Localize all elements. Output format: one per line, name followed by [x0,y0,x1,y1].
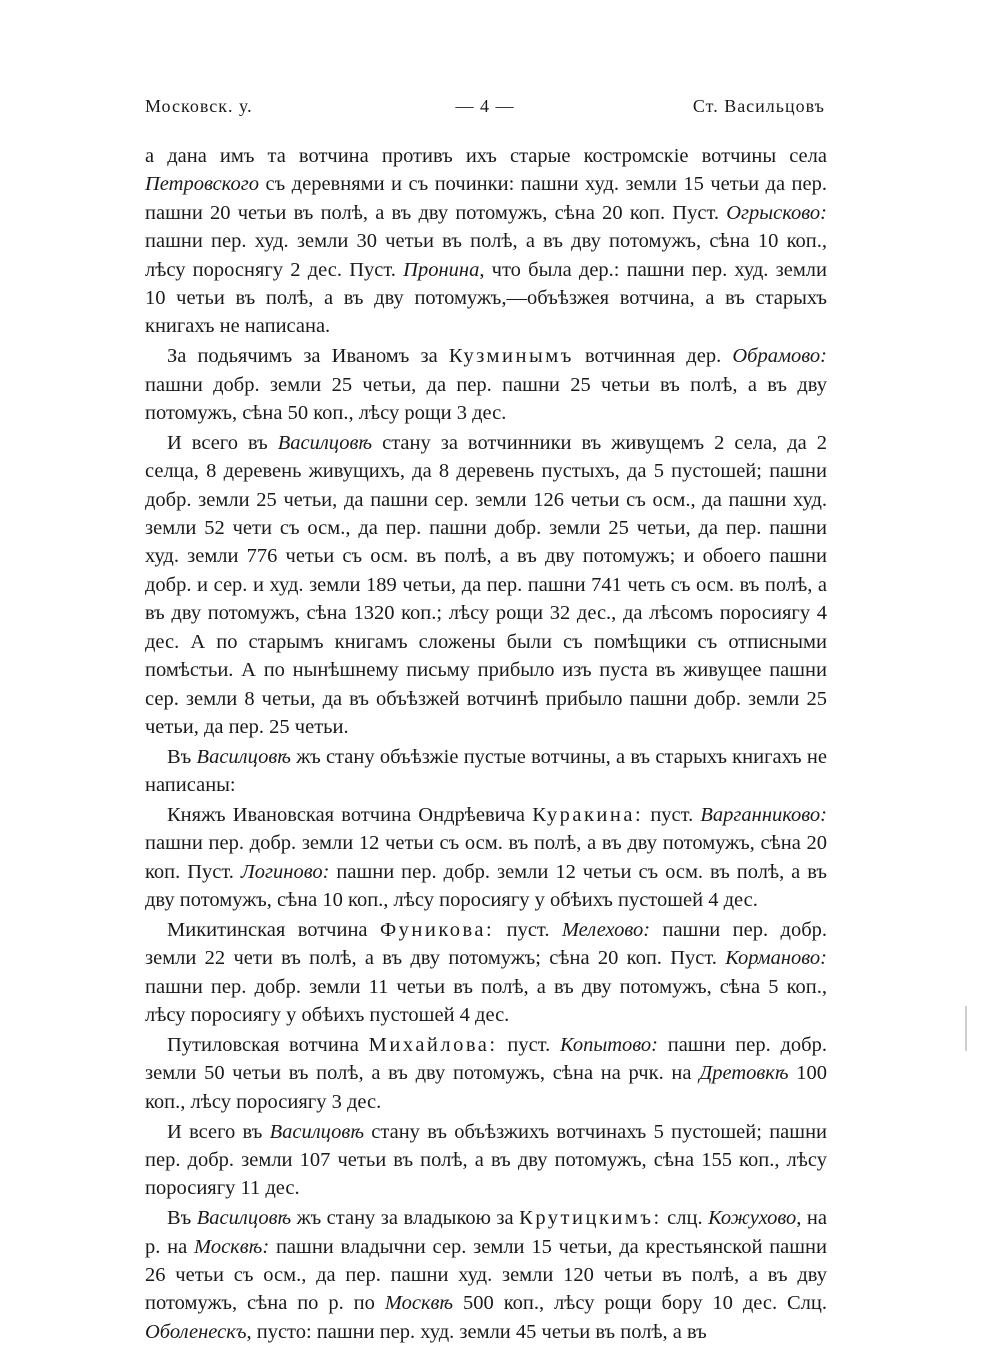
spaced-name: Кузминымъ [448,345,574,368]
text-run: 500 коп., лѣсу рощи бору 10 дес. Слц. [453,1292,828,1315]
italic-phrase: Василцовѣ [196,1207,292,1230]
text-run: , на р. на [145,1207,827,1258]
text-run: Въ [167,745,197,768]
text-run: стану за вотчинники въ живущемъ 2 села, да 2 селца, 8 деревень живущихъ, да 8 деревень пустыхъ, да 5 пустошей; пашни добр. земли 25 четьи, да пашни сер. земли 126 четьи съ осм., да пашни худ. земли 52 чети съ осм., да пер. пашни добр. земли 25 четьи, да пер. пашни худ. земли 776 четьи съ осм. въ полѣ, а въ дву потомужъ; и обоего пашни добр. и сер. и худ. земли 189 четьи, да пер. пашни 741 четь съ осм. въ полѣ, а въ дву потомужъ, сѣна 1320 коп.; лѣсу рощи 32 дес., да лѣсомъ поросиягу 4 дес. А по старымъ книгамъ сложены были съ помѣщики съ отписными помѣстьи. А по нынѣшнему письму прибыло изъ пуста въ живущее пашни сер. земли 8 четьи, да въ объѣзжей вотчинѣ прибыло пашни добр. земли 25 четьи, да пер. 25 четьи. [145,431,827,738]
text-run: пашни пер. добр. земли 22 чети въ полѣ, а въ дву потомужъ; сѣна 20 коп. Пуст. [145,918,827,970]
text-run: Путиловская вотчина [167,1033,369,1056]
text-run: пуст. [497,1033,560,1056]
italic-phrase: Василцовѣ [269,1120,364,1143]
text-run: съ деревнями и съ починки: пашни худ. земли 15 четьи да пер. пашни 20 четьи въ полѣ, а въ дву потомужъ, сѣна 20 коп. Пуст. [145,173,827,224]
italic-phrase: Дретовкѣ [699,1062,789,1085]
italic-phrase: Варганниково: [700,803,827,826]
body-text [145,142,827,1348]
header-stan: Ст. Васильцовъ [692,96,825,116]
italic-phrase: Москвѣ: [194,1235,270,1258]
paragraph [145,1118,827,1203]
italic-phrase: Оболенескъ [145,1320,247,1343]
paragraph [145,743,827,800]
text-run: И всего въ [167,1120,270,1143]
text-run: Въ [167,1207,197,1230]
spaced-name: Куракина: [532,803,644,826]
text-run: стану въ объѣзжихъ вотчинахъ 5 пустошей; пашни пер. добр. земли 107 четьи въ полѣ, а въ дву потомужъ, сѣна 155 коп., лѣсу поросиягу 11 дес. [145,1120,828,1200]
text-run: пашни пер. худ. земли 30 четьи въ полѣ, а въ дву потомужъ, сѣна 10 коп., лѣсу пороснягу 2 дес. Пуст. [145,230,827,281]
italic-phrase: Кожухово [708,1207,797,1230]
text-run: вотчинная дер. [573,345,733,368]
italic-phrase: Обрамово: [732,345,828,368]
paragraph [145,429,827,741]
text-run: жъ стану объѣзжіе пустые вотчины, а въ старыхъ книгахъ не написаны: [145,745,827,797]
text-run: , пусто: пашни пер. худ. земли 45 четьи въ полѣ, а въ [246,1320,707,1343]
text-run: жъ стану за владыкою за [291,1207,520,1230]
paragraph [145,916,827,1030]
text-run: пашни пер. добр. земли 11 четьи въ полѣ, а въ дву потомужъ, сѣна 5 коп., лѣсу поросиягу у обѣихъ пустошей 4 дес. [145,975,827,1027]
italic-phrase: Копытово: [559,1033,658,1056]
italic-phrase: Корманово: [725,947,827,970]
italic-phrase: Логиново: [240,860,330,883]
italic-phrase: Огрысково: [726,201,827,224]
text-run: пашни пер. добр. земли 50 четьи въ полѣ, а въ дву потомужъ, сѣна на рчк. на [145,1033,827,1085]
italic-phrase: Василцовѣ [196,745,291,768]
spaced-name: Михайлова: [368,1033,498,1056]
page-header [145,96,825,126]
spaced-name: Крутицкимъ: [519,1207,662,1230]
header-district: Московск. у. [145,96,253,116]
text-run: пуст. [643,803,701,826]
paragraph [145,1204,827,1346]
text-run: Княжъ Ивановская вотчина Ондрѣевича [167,803,533,826]
paragraph [145,342,827,427]
text-run: За подьячимъ за Иваномъ за [167,345,449,368]
italic-phrase: Петровского [145,173,259,196]
margin-mark [965,1006,967,1051]
text-run: пашни пер. добр. земли 12 четьи съ осм. въ полѣ, а въ дву потомужъ, сѣна 10 коп., лѣсу поросиягу у обѣихъ пустошей 4 дес. [145,860,827,912]
text-run: пашни владычни сер. земли 15 четьи, да крестьянской пашни 26 четьи съ осм., да пер. пашни худ. земли 120 четьи въ полѣ, а въ дву потомужъ, сѣна по р. по [145,1235,828,1315]
spaced-name: Фуникова: [379,918,495,941]
italic-phrase: Василцовѣ [277,431,373,454]
text-run: пашни добр. земли 25 четьи, да пер. пашни 25 четьи въ полѣ, а въ дву потомужъ, сѣна 50 коп., лѣсу рощи 3 дес. [145,373,827,425]
text-run: пуст. [494,918,562,941]
italic-phrase: Мелехово: [561,918,651,941]
italic-phrase: Москвѣ [384,1292,454,1315]
text-run: Микитинская вотчина [167,918,380,941]
text-run: слц. [661,1207,709,1230]
text-run: а дана имъ та вотчина противъ ихъ старые костромскіе вотчины села [145,145,827,167]
text-run: И всего въ [167,431,278,454]
text-run: 100 коп., лѣсу поросиягу 3 дес. [145,1062,828,1113]
paragraph [145,801,827,915]
italic-phrase: Пронина [403,258,480,281]
paragraph [145,142,827,341]
page-number: — 4 — [455,96,515,116]
text-run: пашни пер. добр. земли 12 четьи съ осм. въ полѣ, а въ дву потомужъ, сѣна 20 коп. Пуст. [145,832,827,883]
text-run: , что была дер.: пашни пер. худ. земли 10 четьи въ полѣ, а въ дву потомужъ,—объѣзжея вотчина, а въ старыхъ книгахъ не написана. [145,258,827,338]
paragraph [145,1031,827,1116]
